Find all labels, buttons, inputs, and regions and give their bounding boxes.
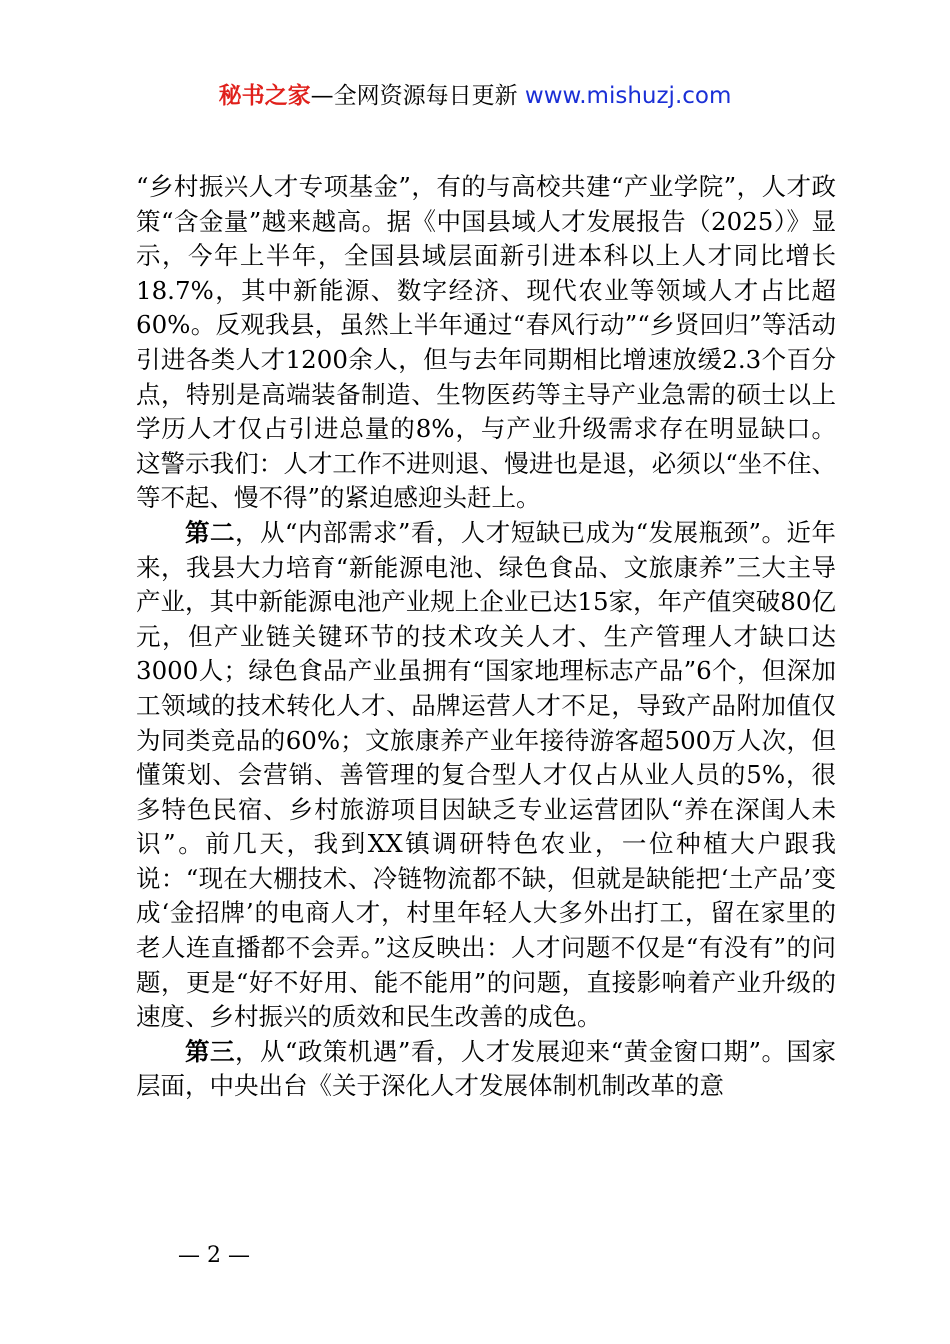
paragraph-text: ，从“政策机遇”看，人才发展迎来“黄金窗口期”。国家层面，中央出台《关于深化人才发展体制机制改革的意 [136,1036,837,1101]
paragraph-second [136,516,836,1035]
site-tagline: —全网资源每日更新 [310,83,525,109]
document-body [136,170,836,1104]
paragraph-text: ，从“内部需求”看，人才短缺已成为“发展瓶颈”。近年来，我县大力培育“新能源电池、绿色食品、文旅康养”三大主导产业，其中新能源电池产业规上企业已达15家，年产值突破80亿元，但产业链关键环节的技术攻关人才、生产管理人才缺口达3000人；绿色食品产业虽拥有“国家地理标志产品”6个，但深加工领域的技术转化人才、品牌运营人才不足，导致产品附加值仅为同类竞品的60%；文旅康养产业年接待游客超500万人次，但懂策划、会营销、善管理的复合型人才仅占从业人员的5%，很多特色民宿、乡村旅游项目因缺乏专业运营团队“养在深闺人未识”。前几天，我到XX镇调研特色农业，一位种植大户跟我说：“现在大棚技术、冷链物流都不缺，但就是缺能把‘土产品’变成‘金招牌’的电商人才，村里年轻人大多外出打工，留在家里的老人连直播都不会弄。”这反映出：人才问题不仅是“有没有”的问题，更是“好不好用、能不能用”的问题，直接影响着产业升级的速度、乡村振兴的质效和民生改善的成色。 [136,517,837,1032]
paragraph-lead: 第二 [185,517,235,547]
site-url-link[interactable]: www.mishuzj.com [524,83,732,109]
paragraph-continuation [136,170,836,516]
paragraph-third [136,1035,836,1104]
site-brand: 秘书之家 [218,83,311,109]
paragraph-text: “乡村振兴人才专项基金”，有的与高校共建“产业学院”，人才政策“含金量”越来越高。据《中国县域人才发展报告（2025）》显示，今年上半年，全国县域层面新引进本科以上人才同比增长18.7%，其中新能源、数字经济、现代农业等领域人才占比超60%。反观我县，虽然上半年通过“春风行动”“乡贤回归”等活动引进各类人才1200余人，但与去年同期相比增速放缓2.3个百分点，特别是高端装备制造、生物医药等主导产业急需的硕士以上学历人才仅占引进总量的8%，与产业升级需求存在明显缺口。这警示我们：人才工作不进则退、慢进也是退，必须以“坐不住、等不起、慢不得”的紧迫感迎头赶上。 [136,172,836,513]
paragraph-lead: 第三 [185,1036,235,1066]
site-header [0,80,950,112]
page-number: — 2 — [178,1243,250,1268]
